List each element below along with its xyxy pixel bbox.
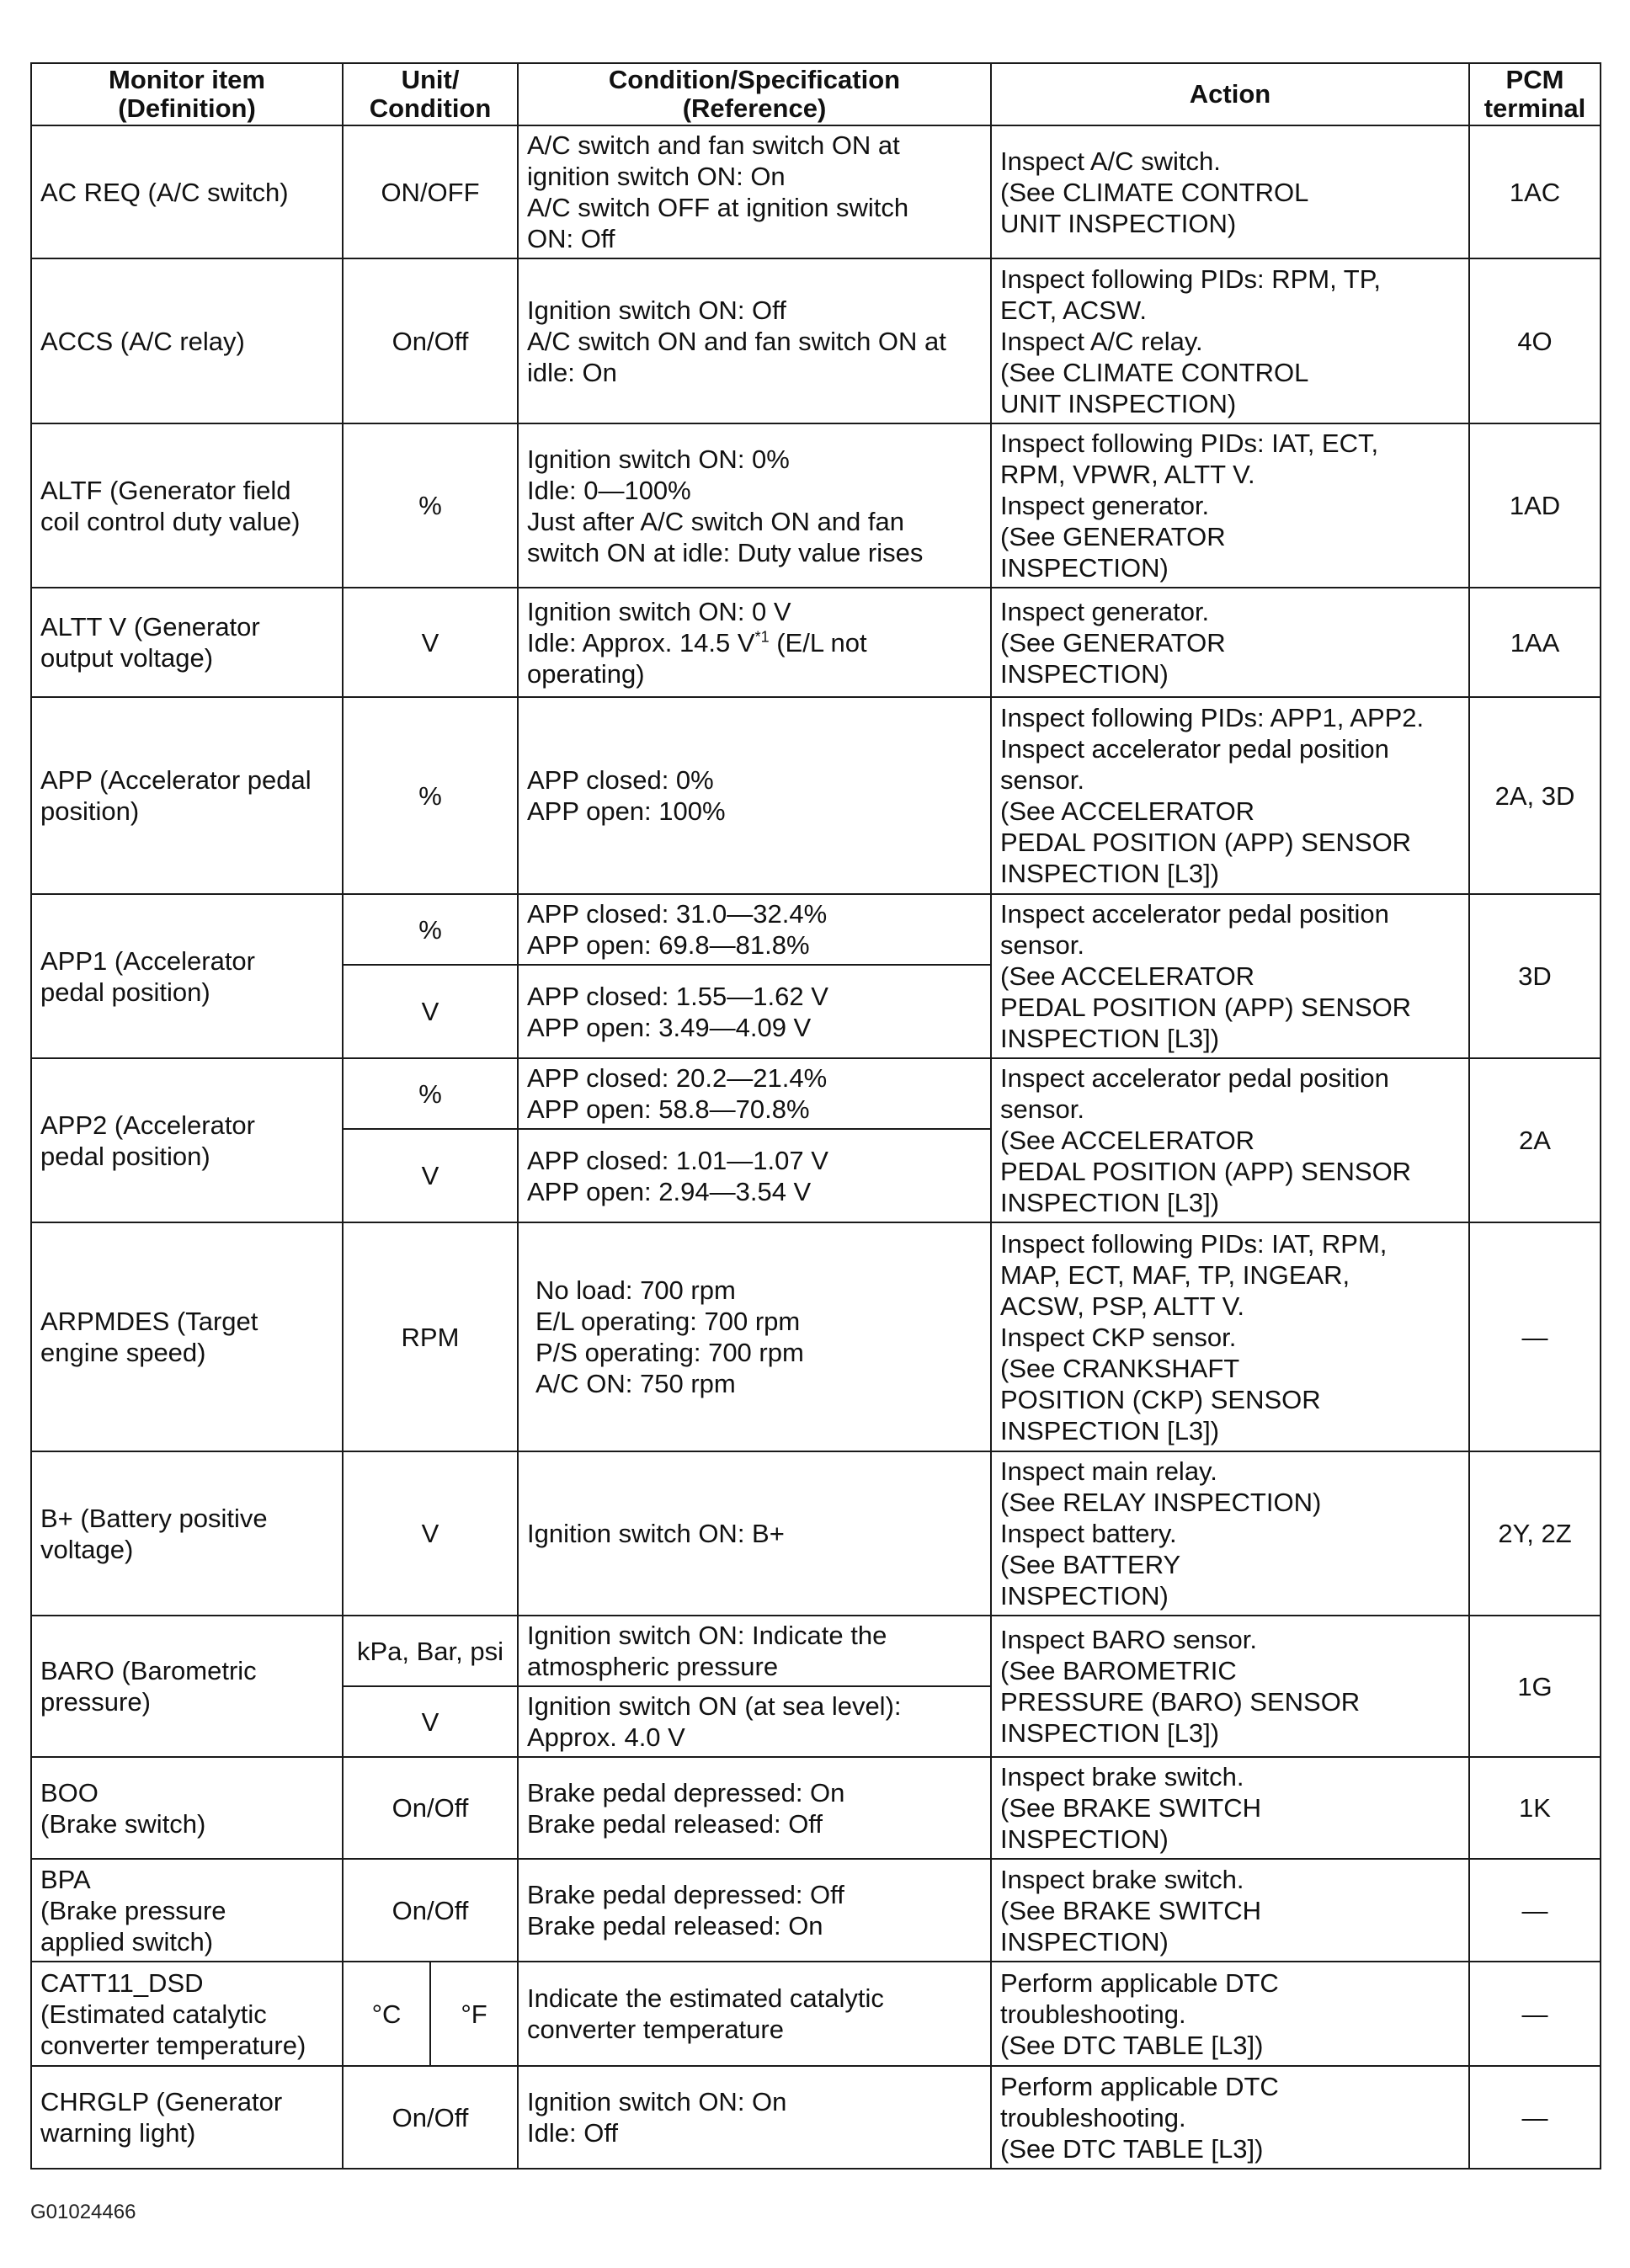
table-row bbox=[31, 258, 1601, 423]
table-row bbox=[31, 1058, 1601, 1129]
monitor-item-cell: ALTT V (Generator output voltage) bbox=[31, 588, 343, 697]
unit-fahrenheit-cell: °F bbox=[430, 1962, 518, 2066]
monitor-item-cell: CATT11_DSD (Estimated catalytic converter temperature) bbox=[31, 1962, 343, 2066]
action-cell: Inspect accelerator pedal position sensor. (See ACCELERATOR PEDAL POSITION (APP) SENSOR INSPECTION [L3]) bbox=[991, 1058, 1469, 1222]
unit-cell: % bbox=[343, 697, 518, 894]
table-row bbox=[31, 1616, 1601, 1686]
action-cell: Inspect following PIDs: IAT, RPM, MAP, ECT, MAF, TP, INGEAR, ACSW, PSP, ALTT V. Inspect CKP sensor. (See CRANKSHAFT POSITION (CKP) SENSOR INSPECTION [L3]) bbox=[991, 1222, 1469, 1451]
unit-cell: V bbox=[343, 588, 518, 697]
pcm-terminal-cell: — bbox=[1469, 2066, 1601, 2169]
condition-cell: Ignition switch ON: 0% Idle: 0—100% Just after A/C switch ON and fan switch ON at idle: Duty value rises bbox=[518, 423, 991, 588]
table-row bbox=[31, 588, 1601, 697]
table-row bbox=[31, 125, 1601, 258]
condition-cell: No load: 700 rpm E/L operating: 700 rpm P/S operating: 700 rpm A/C ON: 750 rpm bbox=[518, 1222, 991, 1451]
table-row bbox=[31, 894, 1601, 965]
pcm-terminal-cell: 1AD bbox=[1469, 423, 1601, 588]
pcm-terminal-cell: — bbox=[1469, 1859, 1601, 1962]
monitor-item-cell: BOO (Brake switch) bbox=[31, 1757, 343, 1859]
pcm-terminal-cell: 1K bbox=[1469, 1757, 1601, 1859]
table-row bbox=[31, 1222, 1601, 1451]
unit-cell: ON/OFF bbox=[343, 125, 518, 258]
monitor-item-cell: ALTF (Generator field coil control duty value) bbox=[31, 423, 343, 588]
unit-cell: On/Off bbox=[343, 1757, 518, 1859]
condition-cell: APP closed: 1.55—1.62 V APP open: 3.49—4.09 V bbox=[518, 965, 991, 1058]
condition-cell: Brake pedal depressed: Off Brake pedal released: On bbox=[518, 1859, 991, 1962]
condition-cell: Ignition switch ON: B+ bbox=[518, 1451, 991, 1616]
pcm-terminal-cell: 2A bbox=[1469, 1058, 1601, 1222]
action-cell: Inspect BARO sensor. (See BAROMETRIC PRESSURE (BARO) SENSOR INSPECTION [L3]) bbox=[991, 1616, 1469, 1757]
pcm-terminal-cell: 1AA bbox=[1469, 588, 1601, 697]
unit-cell: kPa, Bar, psi bbox=[343, 1616, 518, 1686]
action-cell: Perform applicable DTC troubleshooting. (See DTC TABLE [L3]) bbox=[991, 1962, 1469, 2066]
condition-cell: Ignition switch ON: Off A/C switch ON and fan switch ON at idle: On bbox=[518, 258, 991, 423]
condition-cell: APP closed: 31.0—32.4% APP open: 69.8—81.8% bbox=[518, 894, 991, 965]
condition-cell: APP closed: 20.2—21.4% APP open: 58.8—70.8% bbox=[518, 1058, 991, 1129]
monitor-item-cell: ACCS (A/C relay) bbox=[31, 258, 343, 423]
unit-cell: On/Off bbox=[343, 2066, 518, 2169]
unit-cell: On/Off bbox=[343, 258, 518, 423]
header-unit-condition: Unit/ Condition bbox=[343, 63, 518, 125]
condition-cell: APP closed: 0% APP open: 100% bbox=[518, 697, 991, 894]
action-cell: Inspect generator. (See GENERATOR INSPECTION) bbox=[991, 588, 1469, 697]
unit-cell: V bbox=[343, 1686, 518, 1757]
monitor-item-cell: BARO (Barometric pressure) bbox=[31, 1616, 343, 1757]
pcm-terminal-cell: — bbox=[1469, 1962, 1601, 2066]
condition-cell: Ignition switch ON (at sea level): Approx. 4.0 V bbox=[518, 1686, 991, 1757]
table-row bbox=[31, 2066, 1601, 2169]
unit-cell: V bbox=[343, 1451, 518, 1616]
condition-line: operating) bbox=[527, 658, 645, 689]
action-cell: Inspect following PIDs: IAT, ECT, RPM, VPWR, ALTT V. Inspect generator. (See GENERATOR INSPECTION) bbox=[991, 423, 1469, 588]
table-row bbox=[31, 1859, 1601, 1962]
condition-cell: Ignition switch ON: On Idle: Off bbox=[518, 2066, 991, 2169]
pcm-terminal-cell: 3D bbox=[1469, 894, 1601, 1058]
condition-line: Ignition switch ON: 0 V bbox=[527, 596, 791, 626]
header-monitor-item: Monitor item (Definition) bbox=[31, 63, 343, 125]
condition-line: Idle: Approx. 14.5 $V^{*1}$ (E/L not bbox=[527, 627, 867, 658]
pcm-terminal-cell: 4O bbox=[1469, 258, 1601, 423]
table-row bbox=[31, 1757, 1601, 1859]
pcm-terminal-cell: 1AC bbox=[1469, 125, 1601, 258]
header-row bbox=[31, 63, 1601, 125]
monitor-item-table bbox=[30, 62, 1601, 2170]
condition-cell: Ignition switch ON: Indicate the atmospheric pressure bbox=[518, 1616, 991, 1686]
monitor-item-cell: APP (Accelerator pedal position) bbox=[31, 697, 343, 894]
monitor-item-cell: APP2 (Accelerator pedal position) bbox=[31, 1058, 343, 1222]
action-cell: Inspect main relay. (See RELAY INSPECTION) Inspect battery. (See BATTERY INSPECTION) bbox=[991, 1451, 1469, 1616]
unit-cell: RPM bbox=[343, 1222, 518, 1451]
unit-cell: On/Off bbox=[343, 1859, 518, 1962]
unit-cell: V bbox=[343, 965, 518, 1058]
condition-cell: Brake pedal depressed: On Brake pedal released: Off bbox=[518, 1757, 991, 1859]
action-cell: Inspect following PIDs: RPM, TP, ECT, ACSW. Inspect A/C relay. (See CLIMATE CONTROL UNIT INSPECTION) bbox=[991, 258, 1469, 423]
footnote-marker: *1 bbox=[754, 628, 770, 646]
action-cell: Inspect brake switch. (See BRAKE SWITCH INSPECTION) bbox=[991, 1757, 1469, 1859]
action-cell: Inspect accelerator pedal position sensor. (See ACCELERATOR PEDAL POSITION (APP) SENSOR INSPECTION [L3]) bbox=[991, 894, 1469, 1058]
pcm-terminal-cell: 1G bbox=[1469, 1616, 1601, 1757]
pcm-terminal-cell: 2A, 3D bbox=[1469, 697, 1601, 894]
figure-id: G01024466 bbox=[30, 2201, 136, 2223]
header-condition-specification: Condition/Specification (Reference) bbox=[518, 63, 991, 125]
monitor-item-cell: CHRGLP (Generator warning light) bbox=[31, 2066, 343, 2169]
action-cell: Inspect brake switch. (See BRAKE SWITCH INSPECTION) bbox=[991, 1859, 1469, 1962]
unit-cell: V bbox=[343, 1129, 518, 1222]
table-row bbox=[31, 423, 1601, 588]
unit-cell: % bbox=[343, 894, 518, 965]
table-row bbox=[31, 1451, 1601, 1616]
condition-cell: A/C switch and fan switch ON at ignition switch ON: On A/C switch OFF at ignition switch ON: Off bbox=[518, 125, 991, 258]
condition-cell bbox=[518, 588, 991, 697]
condition-cell: APP closed: 1.01—1.07 V APP open: 2.94—3.54 V bbox=[518, 1129, 991, 1222]
header-action: Action bbox=[991, 63, 1469, 125]
pcm-terminal-cell: 2Y, 2Z bbox=[1469, 1451, 1601, 1616]
unit-cell: % bbox=[343, 1058, 518, 1129]
unit-cell: % bbox=[343, 423, 518, 588]
monitor-item-cell: AC REQ (A/C switch) bbox=[31, 125, 343, 258]
action-cell: Inspect following PIDs: APP1, APP2. Inspect accelerator pedal position sensor. (See ACCELERATOR PEDAL POSITION (APP) SENSOR INSPECTION [L3]) bbox=[991, 697, 1469, 894]
monitor-item-cell: BPA (Brake pressure applied switch) bbox=[31, 1859, 343, 1962]
monitor-item-cell: ARPMDES (Target engine speed) bbox=[31, 1222, 343, 1451]
condition-cell: Indicate the estimated catalytic converter temperature bbox=[518, 1962, 991, 2066]
monitor-item-cell: B+ (Battery positive voltage) bbox=[31, 1451, 343, 1616]
header-pcm-terminal: PCM terminal bbox=[1469, 63, 1601, 125]
unit-celsius-cell: °C bbox=[343, 1962, 430, 2066]
table-row bbox=[31, 697, 1601, 894]
action-cell: Perform applicable DTC troubleshooting. (See DTC TABLE [L3]) bbox=[991, 2066, 1469, 2169]
table-row bbox=[31, 1962, 1601, 2066]
action-cell: Inspect A/C switch. (See CLIMATE CONTROL UNIT INSPECTION) bbox=[991, 125, 1469, 258]
pcm-terminal-cell: — bbox=[1469, 1222, 1601, 1451]
monitor-item-cell: APP1 (Accelerator pedal position) bbox=[31, 894, 343, 1058]
